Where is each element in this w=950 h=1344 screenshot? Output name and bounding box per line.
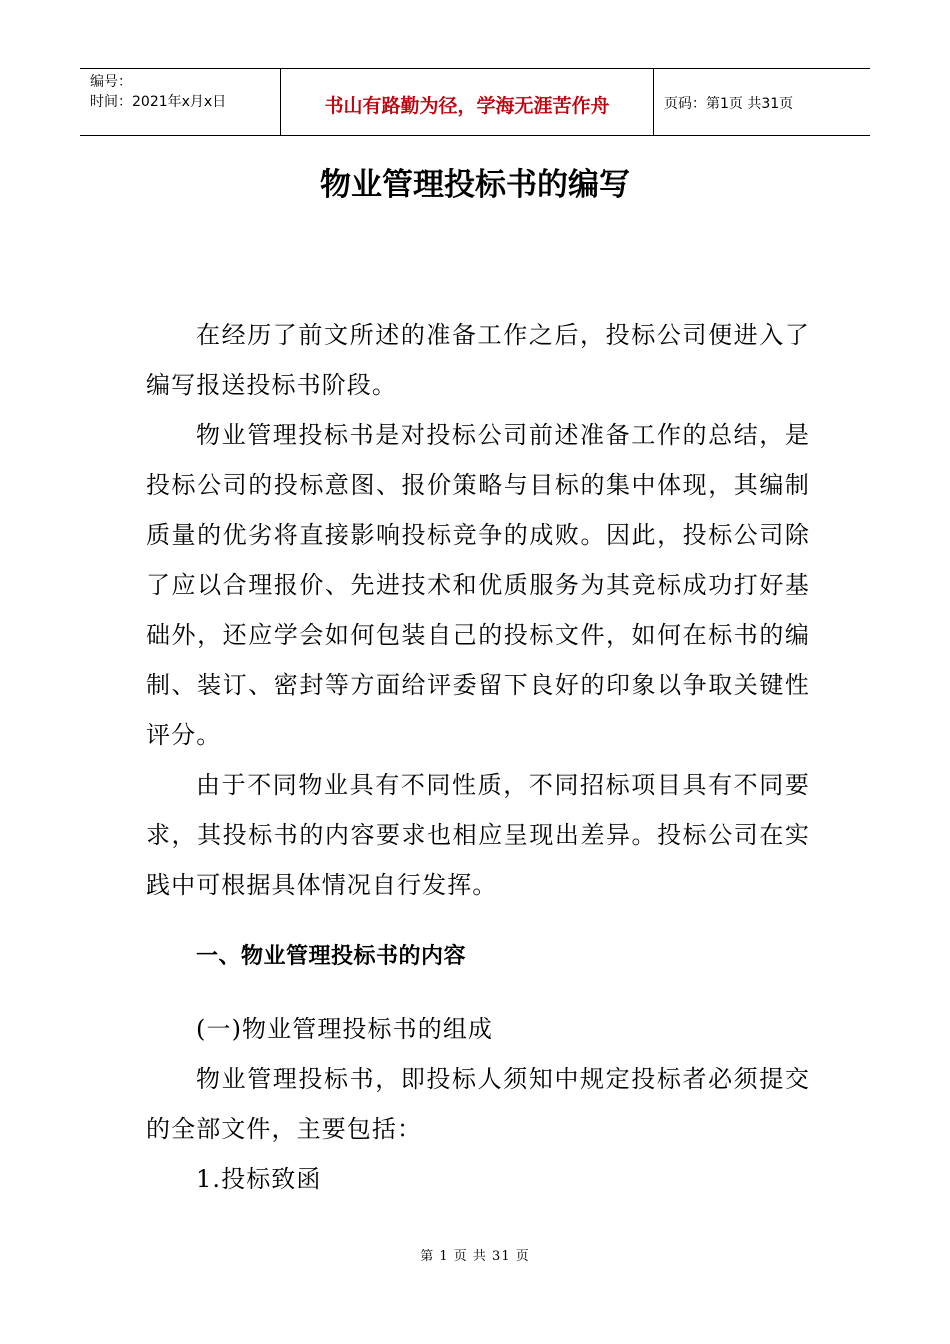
document-date-label: 时间：2021年x月x日 <box>90 94 227 110</box>
header-page-info: 页码：第1页 共31页 <box>664 96 794 112</box>
header-meta-cell <box>80 69 281 135</box>
page-footer: 第 1 页 共 31 页 <box>420 1249 530 1264</box>
document-body <box>146 310 810 1204</box>
body-paragraph-1: 在经历了前文所述的准备工作之后，投标公司便进入了编写报送投标书阶段。 <box>146 321 810 399</box>
section-heading: 一、物业管理投标书的内容 <box>196 944 467 969</box>
document-header <box>80 68 870 136</box>
subsection-heading: (一)物业管理投标书的组成 <box>196 1015 494 1043</box>
subsection-paragraph: 物业管理投标书，即投标人须知中规定投标者必须提交的全部文件，主要包括： <box>146 1065 810 1143</box>
body-paragraph-3: 由于不同物业具有不同性质，不同招标项目具有不同要求，其投标书的内容要求也相应呈现出差异。投标公司在实践中可根据具体情况自行发挥。 <box>146 771 810 899</box>
header-page-cell <box>654 69 870 135</box>
header-motto-cell <box>281 69 654 135</box>
header-motto: 书山有路勤为径，学海无涯苦作舟 <box>324 94 610 117</box>
document-number-label: 编号： <box>90 74 132 90</box>
body-paragraph-2: 物业管理投标书是对投标公司前述准备工作的总结，是投标公司的投标意图、报价策略与目标的集中体现，其编制质量的优劣将直接影响投标竞争的成败。因此，投标公司除了应以合理报价、先进技术和优质服务为其竞标成功打好基础外，还应学会如何包装自己的投标文件，如何在标书的编制、装订、密封等方面给评委留下良好的印象以争取关键性评分。 <box>146 421 810 749</box>
list-item: 1.投标致函 <box>196 1165 322 1193</box>
document-title: 物业管理投标书的编写 <box>320 167 630 203</box>
